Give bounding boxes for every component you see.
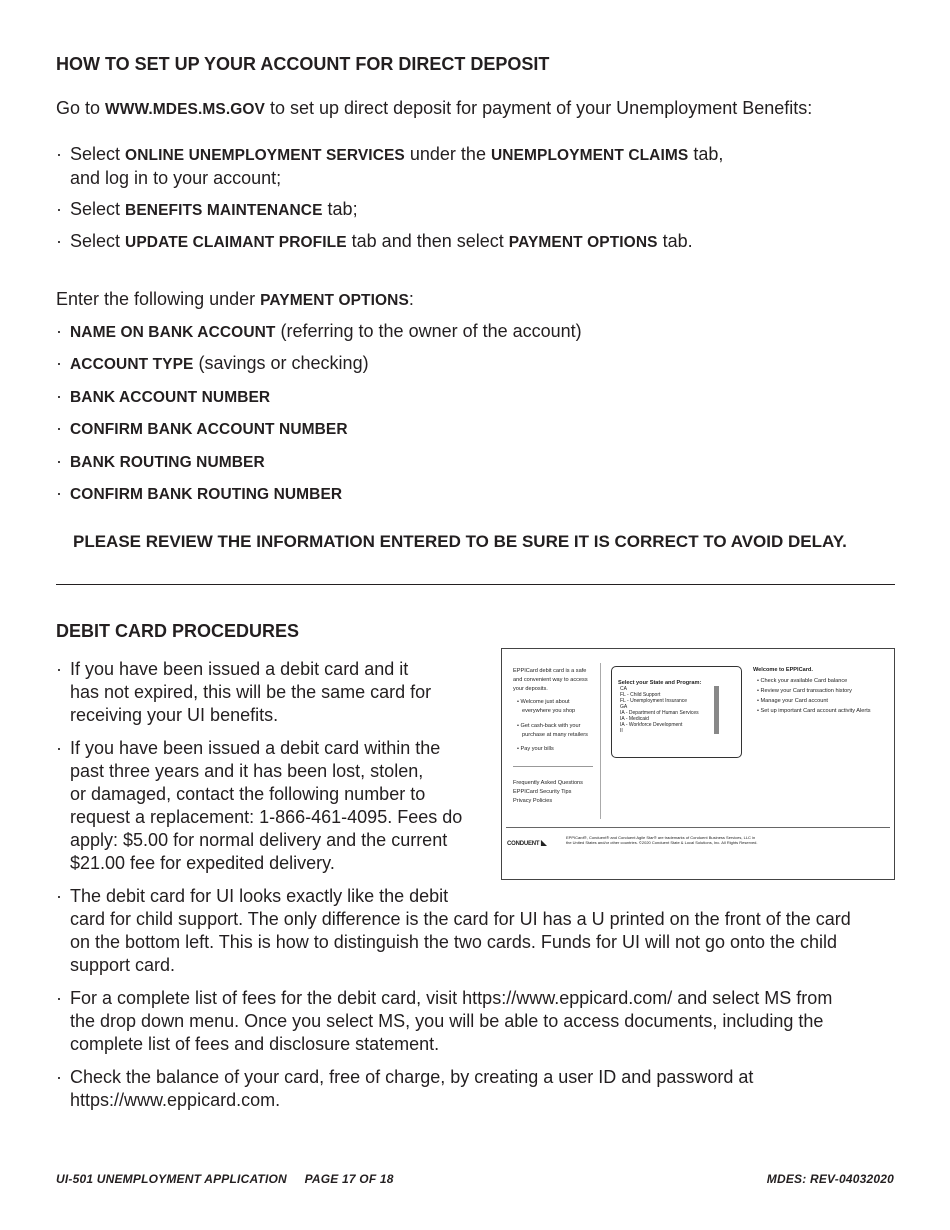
direct-deposit-intro: Go to WWW.MDES.MS.GOV to set up direct deposit for payment of your Unemployment Benefits: — [56, 98, 813, 118]
footer-revision: MDES: REV-04032020 — [766, 1172, 894, 1186]
privacy-link: Privacy Policies — [513, 798, 553, 804]
mdes-website: WWW.MDES.MS.GOV — [105, 101, 265, 118]
payment-options-intro: Enter the following under PAYMENT OPTIONS: — [56, 289, 414, 309]
debit-card-item: · Check the balance of your card, free of charge, by creating a user ID and password at https://www.eppicard.com. — [56, 1067, 754, 1110]
payment-field: · CONFIRM BANK ACCOUNT NUMBER — [56, 418, 348, 438]
payment-field: · BANK ROUTING NUMBER — [56, 451, 265, 471]
debit-card-heading: DEBIT CARD PROCEDURES — [56, 621, 300, 641]
setup-step: · Select UPDATE CLAIMANT PROFILE tab and then select PAYMENT OPTIONS tab. — [56, 231, 693, 251]
debit-card-item: · For a complete list of fees for the debit card, visit https://www.eppicard.com/ and select MS from the drop down menu. Once you select MS, you will be able to access documents, including the complete list of fees and disclosure statement. — [56, 988, 833, 1054]
program-select-box: Select your State and Program: CA FL - Child Support FL - Unemployment Insurance GA IA - Department of Human Services IA - Medicaid IA - Workforce Development II — [611, 666, 742, 758]
payment-field: · ACCOUNT TYPE (savings or checking) — [56, 353, 369, 373]
conduent-logo: CONDUENT ◣ — [507, 838, 547, 847]
faq-link: Frequently Asked Questions — [513, 780, 583, 786]
security-tips-link: EPPICard Security Tips — [513, 789, 572, 795]
setup-step: · Select ONLINE UNEMPLOYMENT SERVICES under the UNEMPLOYMENT CLAIMS tab, and log in to your account; — [56, 144, 724, 188]
footer-form-id: UI-501 UNEMPLOYMENT APPLICATION PAGE 17 OF 18 — [56, 1172, 394, 1186]
section-divider — [56, 584, 895, 585]
payment-field: · NAME ON BANK ACCOUNT (referring to the owner of the account) — [56, 321, 582, 341]
setup-step: · Select BENEFITS MAINTENANCE tab; — [56, 199, 358, 219]
eppicard-website-screenshot: EPPICard debit card is a safe and convenient way to access your deposits. • Welcome just about everywhere you shop • Get cash-back with your purchase at many retailers • Pay your bills Frequently Asked Questions EPPICard Security Tips Privacy Policies Select your State and Program: CA FL - Child Support FL - Unemployment Insurance GA IA - Department of Human Services IA - Medicaid IA - Workforce Development II Welcome to EPPICard. • Check your available Card balance • Review your Card transaction history • Manage your Card account • Set up important Card account activity Alerts CONDUENT ◣ EPPICard®, Conduent® and Conduent Agile Star® are trademarks of Conduent Business Services, LLC in the United States and/or other countries. ©2020 Conduent State & Local Solutions, Inc. All Rights Reserved. — [501, 648, 895, 880]
review-warning: PLEASE REVIEW THE INFORMATION ENTERED TO BE SURE IT IS CORRECT TO AVOID DELAY. — [73, 532, 847, 551]
direct-deposit-heading: HOW TO SET UP YOUR ACCOUNT FOR DIRECT DEPOSIT — [56, 54, 550, 74]
payment-field: · CONFIRM BANK ROUTING NUMBER — [56, 483, 343, 503]
debit-card-item: · If you have been issued a debit card and it has not expired, this will be the same card for receiving your UI benefits. — [56, 659, 432, 725]
debit-card-item: · If you have been issued a debit card within the past three years and it has been lost, stolen, or damaged, contact the following number to request a replacement: 1-866-461-4095. Fees do apply: $5.00 for normal delivery and the current $21.00 fee for expedited delivery. — [56, 738, 463, 873]
payment-field: · BANK ACCOUNT NUMBER — [56, 386, 271, 406]
footer-page-number: PAGE 17 OF 18 — [304, 1172, 394, 1186]
debit-card-item: · The debit card for UI looks exactly like the debit card for child support. The only difference is the card for UI has a U printed on the front of the card on the bottom left. This is how to distinguish the two cards. Funds for UI will not go onto the child support card. — [56, 886, 851, 975]
